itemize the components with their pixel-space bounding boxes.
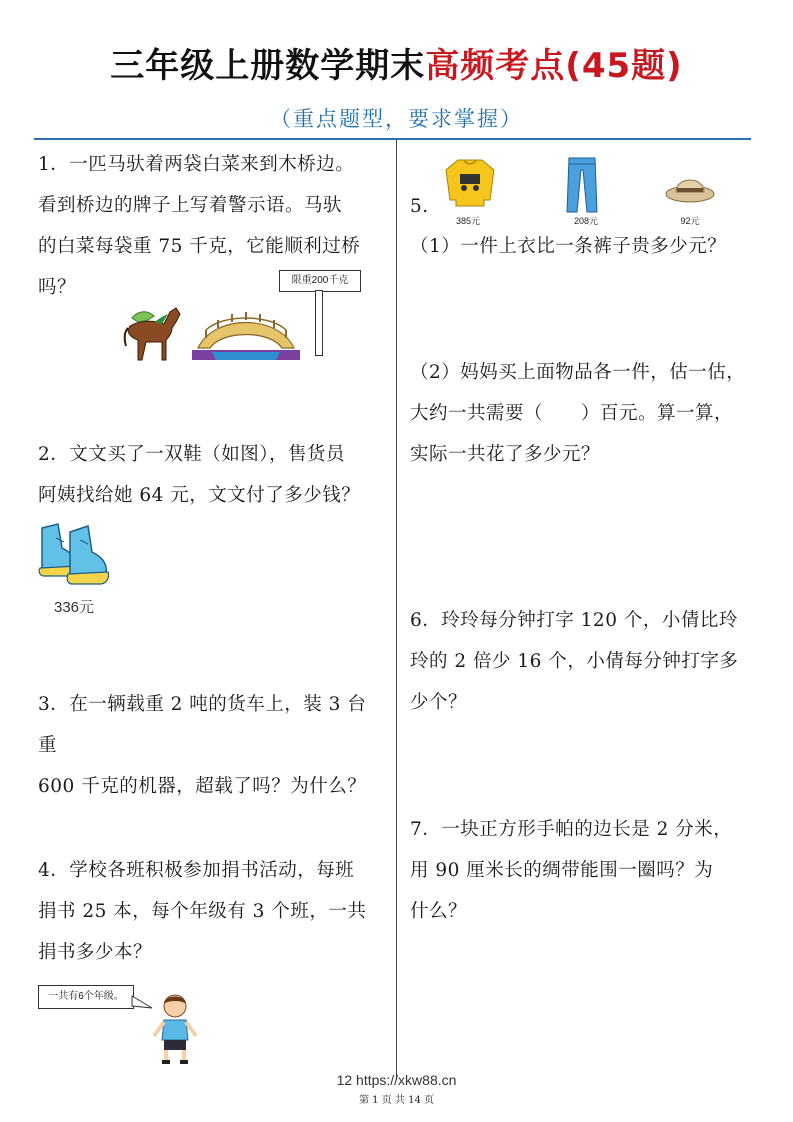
column-divider bbox=[396, 140, 397, 1080]
question-line: 捐书 25 本，每个年级有 3 个班，一共 bbox=[38, 901, 367, 922]
header-rule bbox=[34, 138, 751, 140]
question-4 bbox=[38, 850, 383, 973]
sweater-icon bbox=[444, 156, 496, 208]
question-line: 阿姨找给她 64 元，文文付了多少钱？ bbox=[38, 485, 361, 506]
shoes-icon bbox=[36, 518, 112, 590]
weight-limit-sign: 限重200千克 bbox=[279, 270, 361, 292]
question-line: （2）妈妈买上面物品各一件，估一估， bbox=[410, 362, 746, 383]
question-line: 2．文文买了一双鞋（如图），售货员 bbox=[38, 444, 346, 465]
footer-source: 12 https://xkw88.cn bbox=[336, 1072, 457, 1088]
question-6 bbox=[410, 600, 755, 723]
question-line: 1．一匹马驮着两袋白菜来到木桥边。 bbox=[38, 154, 355, 175]
question-2 bbox=[38, 434, 383, 516]
hat-price: 92元 bbox=[680, 216, 700, 226]
jeans-icon bbox=[565, 156, 599, 214]
question-5-part-1: （1）一件上衣比一条裤子贵多少元？ bbox=[410, 236, 727, 257]
question-7 bbox=[410, 809, 755, 932]
sweater-price: 385元 bbox=[455, 216, 481, 226]
question-line: 7．一块正方形手帕的边长是 2 分米， bbox=[410, 819, 733, 840]
footer-page-number: 第 1 页 共 14 页 bbox=[359, 1095, 434, 1106]
question-line: 大约一共需要（ ）百元。算一算， bbox=[410, 403, 734, 424]
question-line: 4．学校各班积极参加捐书活动，每班 bbox=[38, 860, 355, 881]
boy-icon bbox=[150, 992, 200, 1066]
speech-bubble: 一共有6个年级。 bbox=[38, 985, 134, 1009]
question-line: 什么？ bbox=[410, 901, 468, 922]
page-title bbox=[0, 44, 793, 88]
question-line: 捐书多少本？ bbox=[38, 942, 153, 963]
question-line: 吗？ bbox=[38, 277, 77, 298]
sign-post bbox=[315, 290, 323, 356]
question-line: 3．在一辆载重 2 吨的货车上，装 3 台重 bbox=[38, 694, 367, 756]
question-line: 实际一共花了多少元？ bbox=[410, 444, 601, 465]
jeans-price: 208元 bbox=[573, 216, 599, 226]
title-main: 三年级上册数学期末 bbox=[110, 46, 426, 86]
question-5-part-2 bbox=[410, 352, 755, 475]
question-line: 玲的 2 倍少 16 个，小倩每分钟打字多 bbox=[410, 651, 739, 672]
bridge-icon bbox=[192, 308, 300, 360]
question-3 bbox=[38, 684, 383, 807]
horse-icon bbox=[122, 304, 184, 364]
shoes-price: 336元 bbox=[54, 599, 95, 616]
question-5-number: 5. bbox=[410, 196, 429, 217]
question-line: 600 千克的机器，超载了吗？为什么？ bbox=[38, 776, 367, 797]
question-line: 用 90 厘米长的绸带能围一圈吗？为 bbox=[410, 860, 714, 881]
page-subtitle: （重点题型，要求掌握） bbox=[270, 107, 523, 131]
title-highlight: 高频考点(45题) bbox=[425, 46, 683, 86]
hat-icon bbox=[664, 170, 716, 204]
question-line: 6．玲玲每分钟打字 120 个，小倩比玲 bbox=[410, 610, 738, 631]
question-line: 的白菜每袋重 75 千克，它能顺利过桥 bbox=[38, 236, 361, 257]
question-line: 少个？ bbox=[410, 692, 468, 713]
question-line: 看到桥边的牌子上写着警示语。马驮 bbox=[38, 195, 343, 216]
